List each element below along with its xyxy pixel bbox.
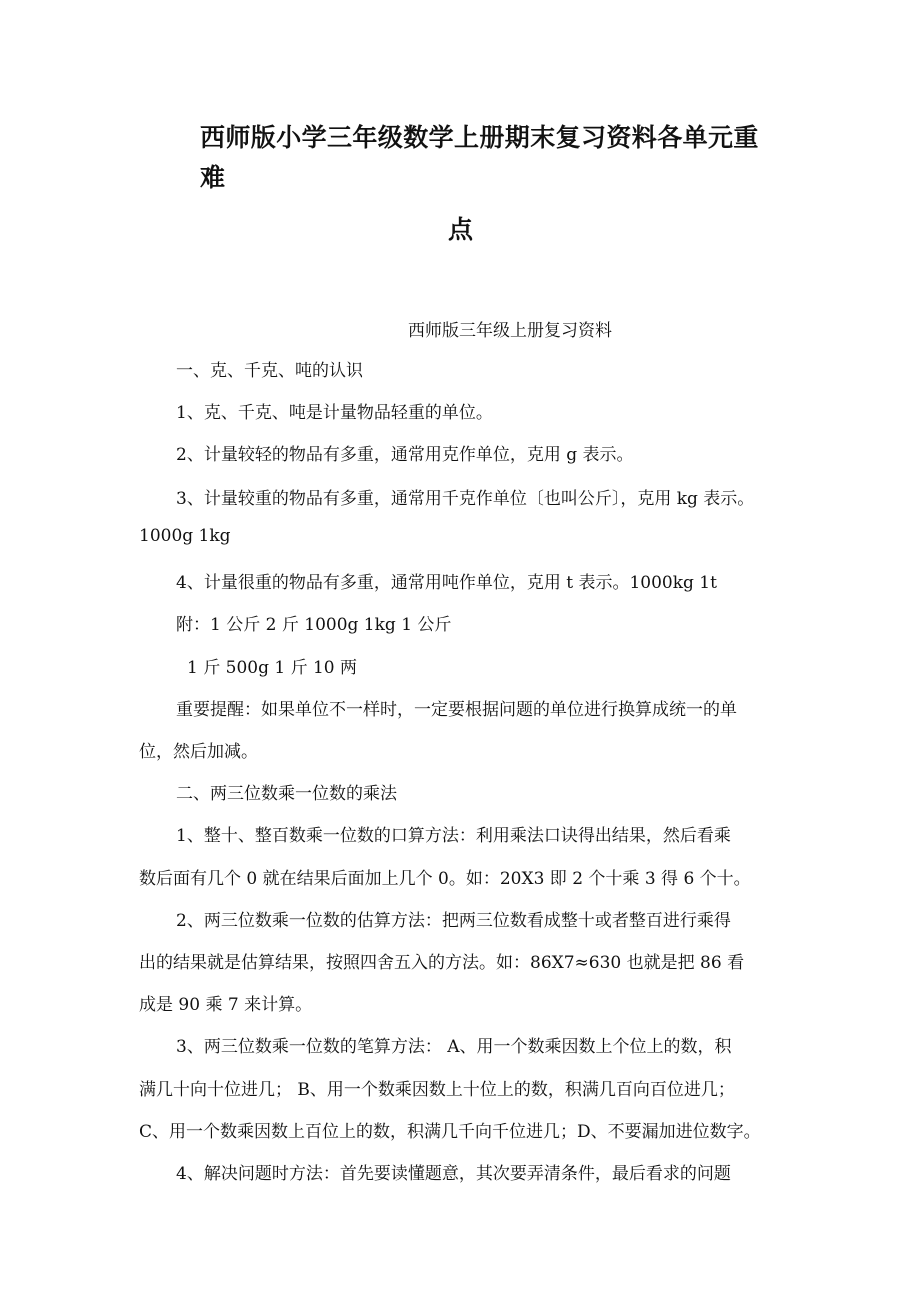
paragraph-line: 成是 90 乘 7 来计算。 <box>139 995 313 1015</box>
paragraph-line: 4、解决问题时方法：首先要读懂题意，其次要弄清条件，最后看求的问题 <box>176 1164 731 1184</box>
paragraph-line: 位，然后加减。 <box>139 742 258 762</box>
paragraph-line: C、用一个数乘因数上百位上的数，积满几千向千位进几；D、不要漏加进位数字。 <box>139 1122 761 1142</box>
paragraph-line: 2、计量较轻的物品有多重，通常用克作单位，克用 g 表示。 <box>176 445 634 465</box>
paragraph-line: 2、两三位数乘一位数的估算方法：把两三位数看成整十或者整百进行乘得 <box>176 911 731 931</box>
document-subtitle: 西师版三年级上册复习资料 <box>408 321 612 341</box>
section-heading-2: 二、两三位数乘一位数的乘法 <box>176 784 397 804</box>
paragraph-line: 数后面有几个 0 就在结果后面加上几个 0。如：20X3 即 2 个十乘 3 得 6 个十。 <box>139 869 751 889</box>
paragraph-line: 出的结果就是估算结果，按照四舍五入的方法。如：86X7≈630 也就是把 86 看 <box>139 953 745 973</box>
paragraph-line: 1、整十、整百数乘一位数的口算方法：利用乘法口诀得出结果，然后看乘 <box>176 826 731 846</box>
paragraph-line: 3、计量较重的物品有多重，通常用千克作单位〔也叫公斤〕，克用 kg 表示。 <box>176 489 755 509</box>
paragraph-line: 重要提醒：如果单位不一样时，一定要根据问题的单位进行换算成统一的单 <box>176 700 737 720</box>
document-title <box>200 118 780 250</box>
paragraph-line: 1 斤 500g 1 斤 10 两 <box>187 658 358 678</box>
paragraph-line: 4、计量很重的物品有多重，通常用吨作单位，克用 t 表示。1000kg 1t <box>176 573 717 593</box>
paragraph-line: 附：1 公斤 2 斤 1000g 1kg 1 公斤 <box>176 615 452 635</box>
paragraph-line: 1000g 1kg <box>139 526 231 546</box>
title-line-2: 点 <box>448 215 474 244</box>
title-line-1: 西师版小学三年级数学上册期末复习资料各单元重难 <box>200 123 759 192</box>
paragraph-line: 满几十向十位进几； B、用一个数乘因数上十位上的数，积满几百向百位进几； <box>139 1080 735 1100</box>
paragraph-line: 3、两三位数乘一位数的笔算方法： A、用一个数乘因数上个位上的数，积 <box>176 1037 732 1057</box>
paragraph-line: 1、克、千克、吨是计量物品轻重的单位。 <box>176 403 493 423</box>
section-heading-1: 一、克、千克、吨的认识 <box>176 361 363 381</box>
